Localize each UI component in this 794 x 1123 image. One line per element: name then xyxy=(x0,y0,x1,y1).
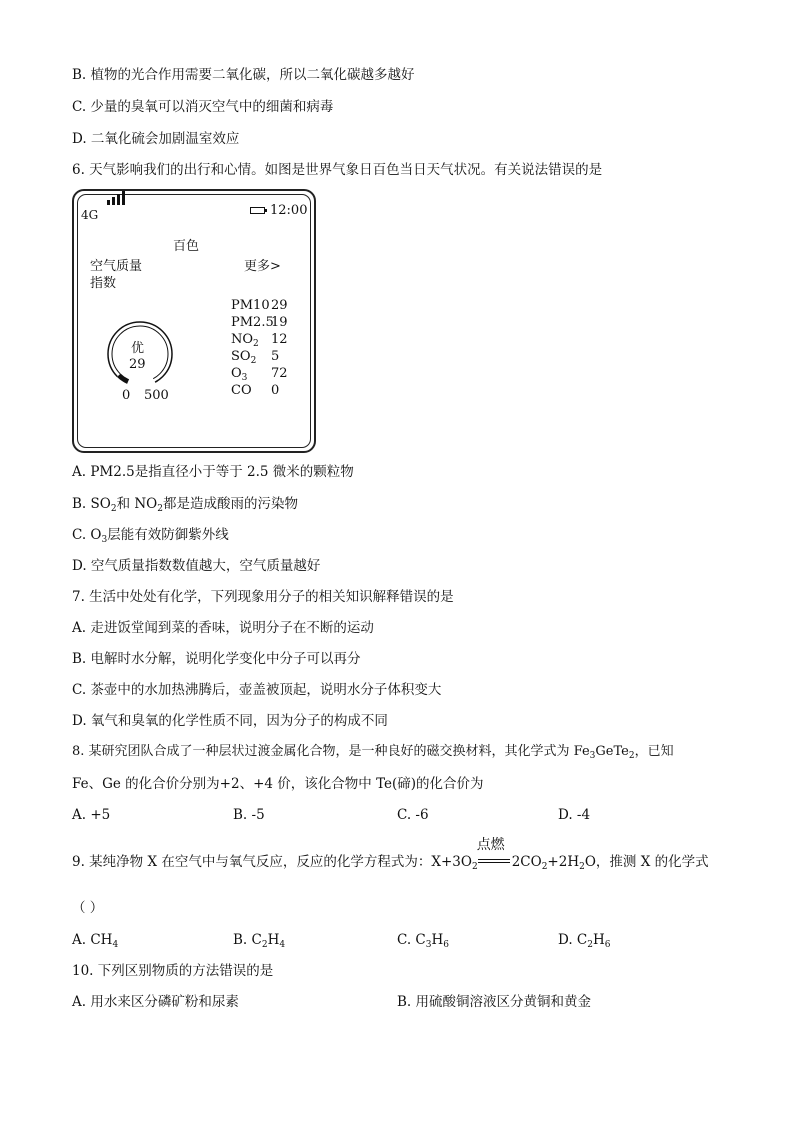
q6-option-d: D. 空气质量指数数值越大，空气质量越好 xyxy=(72,558,321,574)
q7-option-a: A. 走进饭堂闻到菜的香味，说明分子在不断的运动 xyxy=(72,620,374,636)
q8-stem-line1: 8. 某研究团队合成了一种层状过渡金属化合物，是一种良好的磁交换材料，其化学式为 $Fe_3GeTe_2$，已知 xyxy=(72,744,674,761)
pollutant-value: 72 xyxy=(271,366,288,381)
q5-option-b: B. 植物的光合作用需要二氧化碳，所以二氧化碳越多越好 xyxy=(72,67,415,83)
q9-option-b: B. $C_2H_4$ xyxy=(233,932,286,950)
clock: 12:00 xyxy=(270,203,308,218)
battery-icon xyxy=(250,207,265,214)
q6-stem: 6. 天气影响我们的出行和心情。如图是世界气象日百色当日天气状况。有关说法错误的是 xyxy=(72,162,603,178)
aqi-label-line1: 空气质量 xyxy=(90,259,143,274)
q6-option-a: A. PM2.5是指直径小于等于 2.5 微米的颗粒物 xyxy=(72,464,354,480)
q9-blank: （ ） xyxy=(72,900,104,916)
q5-option-c: C. 少量的臭氧可以消灭空气中的细菌和病毒 xyxy=(72,99,334,115)
q6-option-c: C. $O_3$层能有效防御紫外线 xyxy=(72,527,229,545)
gauge-level: 优 xyxy=(131,341,145,356)
pollutant-name: $SO_2$ xyxy=(231,349,257,366)
reaction-arrow xyxy=(476,837,512,872)
network-label: 4G xyxy=(81,208,99,222)
pollutant-value: 12 xyxy=(271,332,288,347)
pollutant-name: CO xyxy=(231,383,252,398)
q9-option-c: C. $C_3H_6$ xyxy=(397,932,450,950)
pollutant-value: 29 xyxy=(271,298,288,313)
q10-option-b: B. 用硫酸铜溶液区分黄铜和黄金 xyxy=(397,994,592,1010)
q9-stem: 9. 某纯净物 X 在空气中与氧气反应，反应的化学方程式为：$X+3O_2$ 点燃 $2CO_2+2H_2O$，推测 X 的化学式 xyxy=(72,837,709,872)
q7-stem: 7. 生活中处处有化学，下列现象用分子的相关知识解释错误的是 xyxy=(72,589,454,605)
q10-stem: 10. 下列区别物质的方法错误的是 xyxy=(72,963,274,979)
gauge-min: 0 xyxy=(122,388,131,403)
pollutant-name: $NO_2$ xyxy=(231,332,259,349)
phone-air-quality-figure xyxy=(72,189,316,453)
q9-option-d: D. $C_2H_6$ xyxy=(558,932,611,950)
q8-option-c: C. -6 xyxy=(397,807,429,823)
q5-option-d: D. 二氧化硫会加剧温室效应 xyxy=(72,131,240,147)
q8-option-b: B. -5 xyxy=(233,807,265,823)
q8-stem-line2: Fe、Ge 的化合价分别为+2、+4 价，该化合物中 Te(碲)的化合价为 xyxy=(72,776,484,792)
pollutant-value: 19 xyxy=(271,315,288,330)
city-name: 百色 xyxy=(173,239,200,254)
q7-option-d: D. 氧气和臭氧的化学性质不同，因为分子的构成不同 xyxy=(72,713,388,729)
q7-option-c: C. 茶壶中的水加热沸腾后，壶盖被顶起，说明水分子体积变大 xyxy=(72,682,442,698)
reaction-condition: 点燃 xyxy=(476,837,505,853)
gauge-value: 29 xyxy=(129,357,146,372)
q9-option-a: A. $CH_4$ xyxy=(72,932,119,950)
pollutant-name: PM10 xyxy=(231,298,270,313)
q8-option-d: D. -4 xyxy=(558,807,591,823)
pollutant-value: 0 xyxy=(271,383,280,398)
more-link[interactable]: 更多> xyxy=(244,259,281,274)
q8-option-a: A. +5 xyxy=(72,807,111,823)
gauge-fill xyxy=(119,375,128,381)
aqi-label-line2: 指数 xyxy=(90,276,117,291)
pollutant-name: $O_3$ xyxy=(231,366,248,383)
pollutant-value: 5 xyxy=(271,349,280,364)
q7-option-b: B. 电解时水分解，说明化学变化中分子可以再分 xyxy=(72,651,361,667)
q6-option-b: B. $SO_2$和 $NO_2$都是造成酸雨的污染物 xyxy=(72,496,298,514)
pollutant-name: PM2.5 xyxy=(231,315,274,330)
q10-option-a: A. 用水来区分磷矿粉和尿素 xyxy=(72,994,239,1010)
gauge-max: 500 xyxy=(144,388,169,403)
